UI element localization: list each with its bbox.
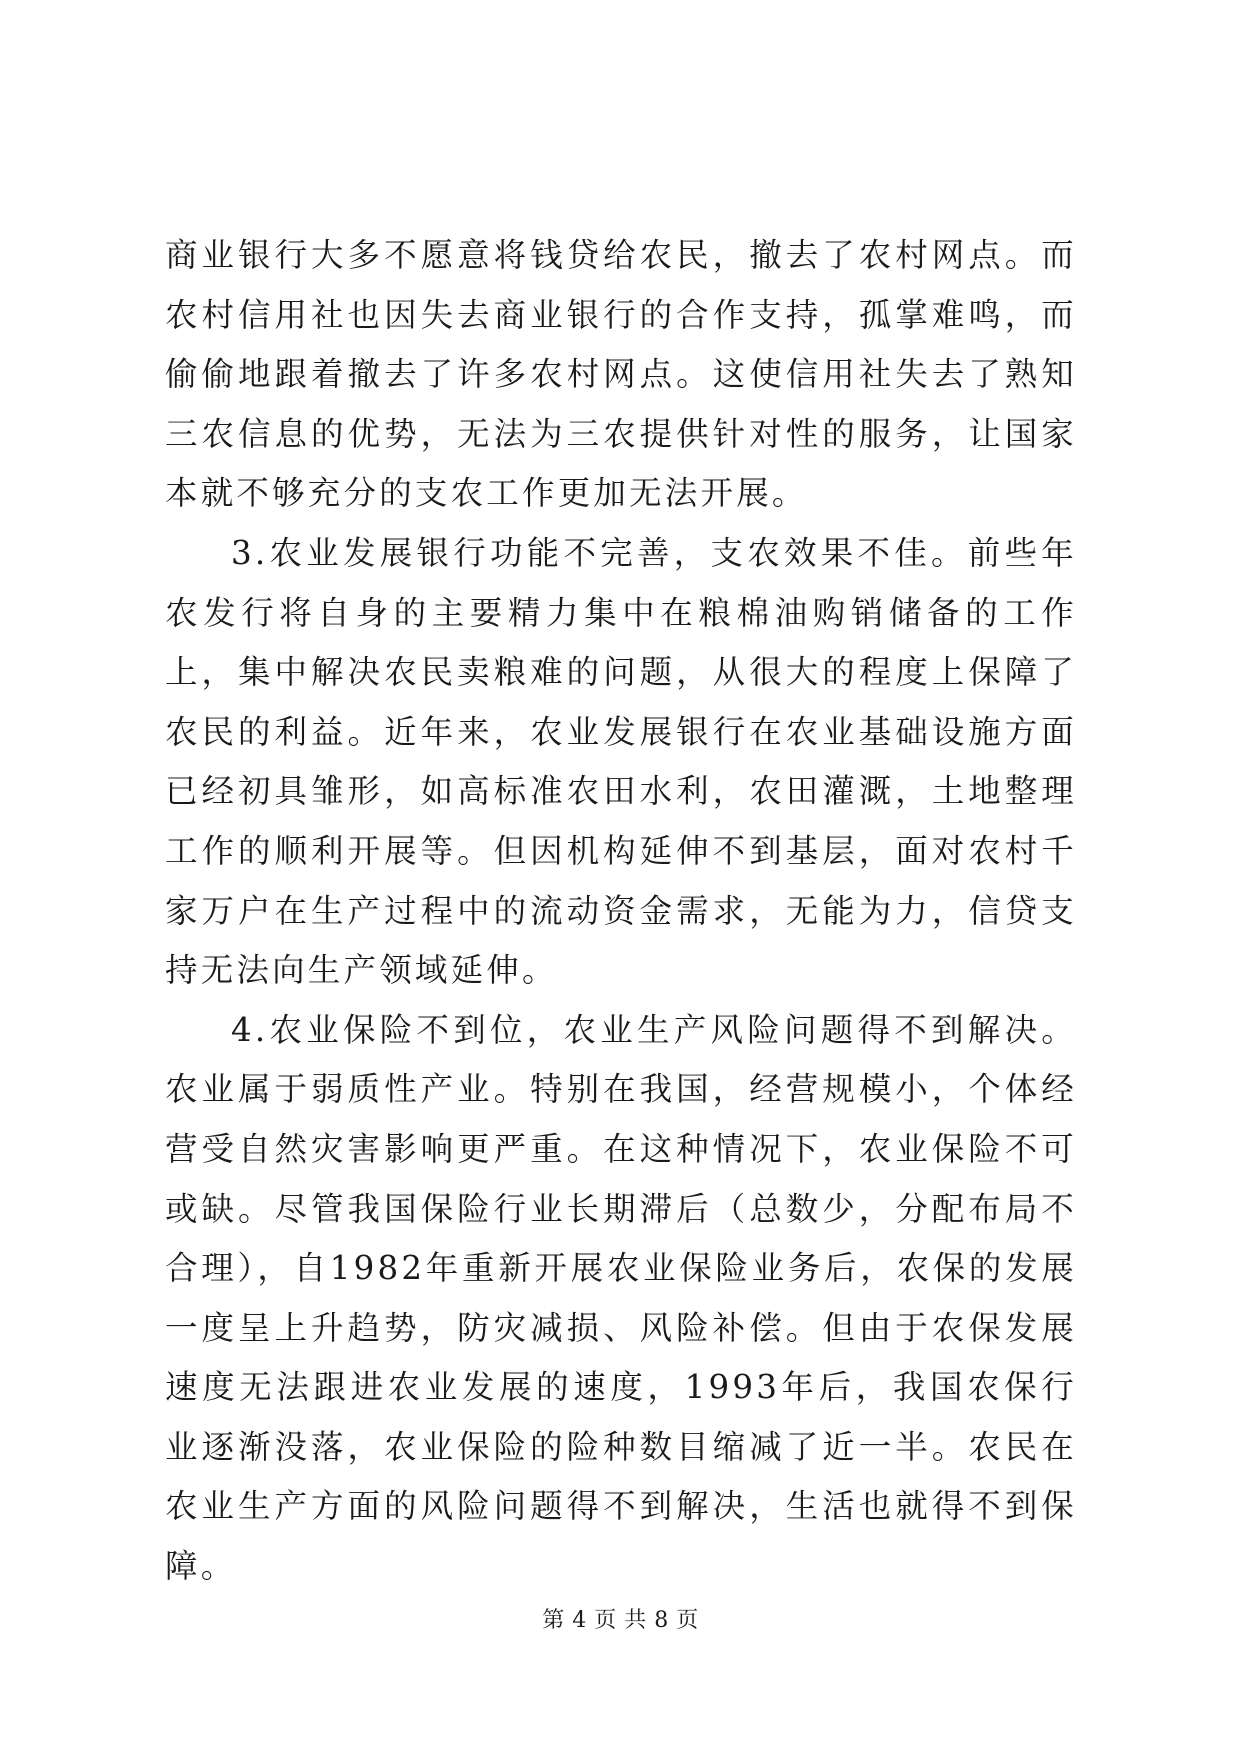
paragraph-item-4: 4.农业保险不到位，农业生产风险问题得不到解决。农业属于弱质性产业。特别在我国，经营规模小，个体经营受自然灾害影响更严重。在这种情况下，农业保险不可或缺。尽管我国保险行业长期滞后（总数少，分配布局不合理），自1982年重新开展农业保险业务后，农保的发展一度呈上升趋势，防灾减损、风险补偿。但由于农保发展速度无法跟进农业发展的速度，1993年后，我国农保行业逐渐没落，农业保险的险种数目缩减了近一半。农民在农业生产方面的风险问题得不到解决，生活也就得不到保障。 — [165, 1010, 1077, 1586]
page-footer: 第 4 页 共 8 页 — [542, 1608, 699, 1633]
paragraph-continuation: 商业银行大多不愿意将钱贷给农民，撤去了农村网点。而农村信用社也因失去商业银行的合作支持，孤掌难鸣，而偷偷地跟着撤去了许多农村网点。这使信用社失去了熟知三农信息的优势，无法为三农提供针对性的服务，让国家本就不够充分的支农工作更加无法开展。 — [165, 236, 1077, 513]
document-body — [165, 226, 1077, 1597]
paragraph-item-3: 3.农业发展银行功能不完善，支农效果不佳。前些年农发行将自身的主要精力集中在粮棉油购销储备的工作上，集中解决农民卖粮难的问题，从很大的程度上保障了农民的利益。近年来，农业发展银行在农业基础设施方面已经初具雏形，如高标准农田水利，农田灌溉，土地整理工作的顺利开展等。但因机构延伸不到基层，面对农村千家万户在生产过程中的流动资金需求，无能为力，信贷支持无法向生产领域延伸。 — [165, 533, 1077, 990]
